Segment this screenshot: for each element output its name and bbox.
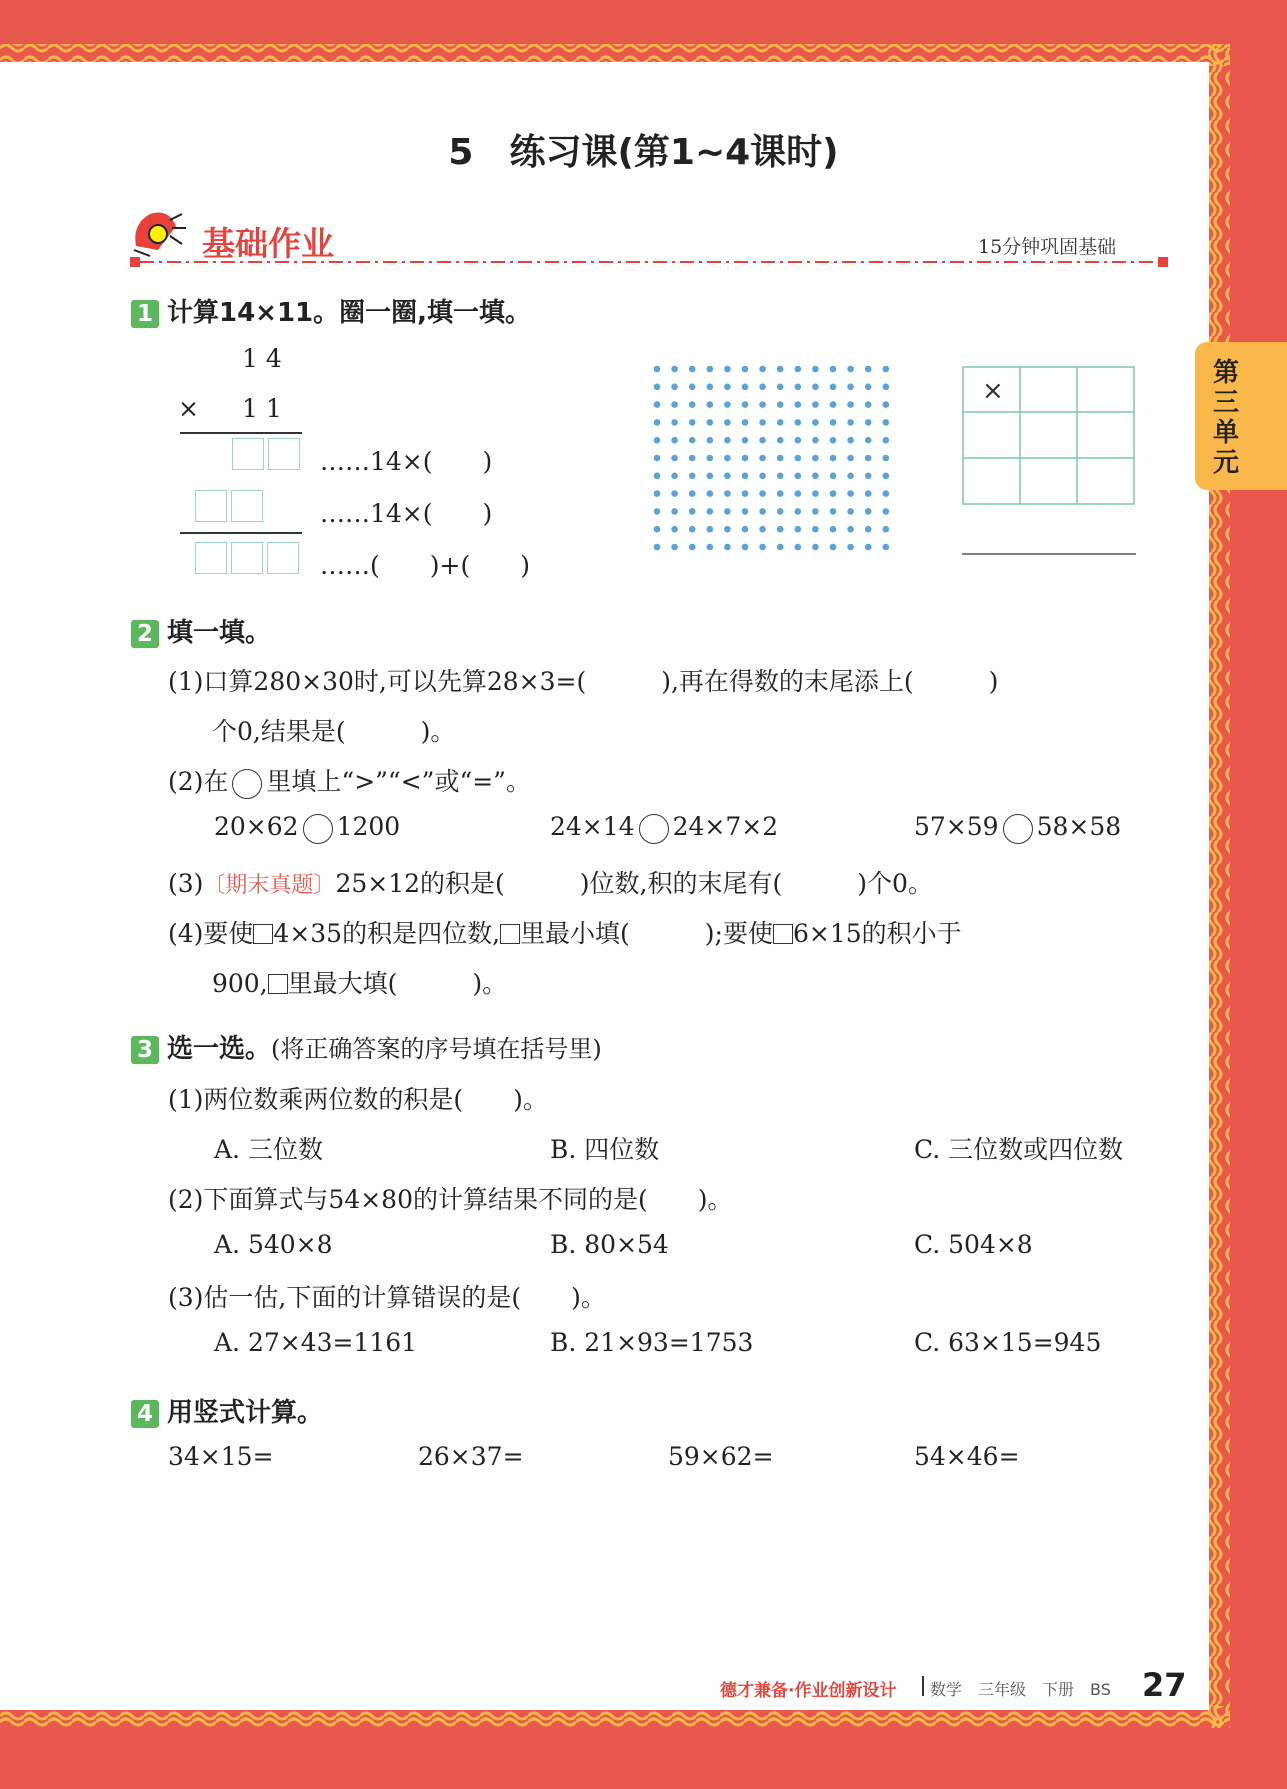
dot xyxy=(707,437,714,444)
dot xyxy=(812,455,819,462)
dot xyxy=(759,384,766,391)
dot xyxy=(847,401,854,408)
dot xyxy=(724,437,731,444)
dot xyxy=(724,508,731,515)
dot xyxy=(795,366,802,373)
bell-icon xyxy=(128,206,188,258)
q2-p2 xyxy=(168,762,531,799)
dot xyxy=(883,437,890,444)
dot xyxy=(707,490,714,497)
dot xyxy=(689,490,696,497)
blank-square xyxy=(500,924,520,944)
dot xyxy=(847,455,854,462)
dot xyxy=(689,437,696,444)
q1-row3-boxes xyxy=(195,542,303,574)
dot xyxy=(830,526,837,533)
dot xyxy=(812,419,819,426)
unit-tab xyxy=(1195,342,1287,490)
compare-circle[interactable] xyxy=(1003,814,1033,844)
dot xyxy=(883,526,890,533)
dot xyxy=(865,526,872,533)
dot xyxy=(742,366,749,373)
dot xyxy=(865,544,872,551)
blank-square xyxy=(268,974,288,994)
dot xyxy=(759,526,766,533)
q2-p4-c: 里最小填( );要使 xyxy=(520,919,773,948)
q3-note: (将正确答案的序号填在括号里) xyxy=(271,1035,602,1063)
dot xyxy=(724,419,731,426)
dot xyxy=(812,526,819,533)
dot xyxy=(724,544,731,551)
dot xyxy=(759,508,766,515)
dot xyxy=(830,473,837,480)
q2-p4-line2 xyxy=(212,964,507,1000)
dot xyxy=(795,508,802,515)
dot xyxy=(865,455,872,462)
dot xyxy=(830,366,837,373)
dot xyxy=(847,437,854,444)
dot xyxy=(865,419,872,426)
dot xyxy=(742,490,749,497)
dot xyxy=(689,508,696,515)
dot xyxy=(654,384,661,391)
dot xyxy=(759,366,766,373)
dot xyxy=(759,437,766,444)
q2-heading xyxy=(131,612,271,649)
dot xyxy=(707,455,714,462)
dot xyxy=(865,437,872,444)
dot xyxy=(707,508,714,515)
q3-item1-option-b[interactable]: B. 四位数 xyxy=(550,1135,660,1164)
q3-item2-option-a[interactable]: A. 540×8 xyxy=(214,1230,333,1259)
dot xyxy=(812,401,819,408)
dot xyxy=(671,366,678,373)
q2-number: 2 xyxy=(131,620,159,648)
answer-box[interactable] xyxy=(195,490,227,522)
dot xyxy=(812,544,819,551)
dot xyxy=(742,384,749,391)
q1-row1-boxes xyxy=(232,438,304,470)
q2-p4-b: 4×35的积是四位数, xyxy=(273,919,501,948)
cmp-item-1 xyxy=(214,812,400,844)
q2-p2-pre: (2)在 xyxy=(168,767,229,796)
dot xyxy=(795,473,802,480)
dot xyxy=(883,473,890,480)
q2-text: 填一填。 xyxy=(167,618,272,648)
answer-box[interactable] xyxy=(231,542,263,574)
dot xyxy=(759,419,766,426)
dot xyxy=(865,473,872,480)
section-label: 基础作业 xyxy=(202,224,334,263)
dot xyxy=(742,526,749,533)
q2-p1-line1: (1)口算280×30时,可以先算28×3=( ),再在得数的末尾添上( ) xyxy=(168,667,999,696)
page-number: 27 xyxy=(1142,1666,1187,1704)
exam-tag: 〔期末真题〕 xyxy=(203,873,336,898)
compare-circle[interactable] xyxy=(303,814,333,844)
dot xyxy=(724,401,731,408)
footer-info: 数学 三年级 下册 BS xyxy=(930,1680,1111,1699)
dot xyxy=(847,490,854,497)
dot xyxy=(671,490,678,497)
q2-p4-line2-a: 900, xyxy=(212,969,268,998)
q4-item-2: 26×37= xyxy=(418,1442,524,1471)
dot xyxy=(812,508,819,515)
dot xyxy=(671,473,678,480)
dot xyxy=(883,419,890,426)
q3-item1-option-c[interactable]: C. 三位数或四位数 xyxy=(914,1135,1124,1164)
dot xyxy=(742,544,749,551)
q3-text: 选一选。 xyxy=(167,1034,272,1064)
dot xyxy=(742,437,749,444)
dot xyxy=(830,544,837,551)
dot xyxy=(812,490,819,497)
dot xyxy=(883,490,890,497)
multiplication-grid[interactable] xyxy=(962,366,1136,558)
dot xyxy=(830,384,837,391)
compare-circle[interactable] xyxy=(639,814,669,844)
cmp-left: 24×14 xyxy=(550,812,635,841)
grid-times-sign: × xyxy=(982,376,1004,406)
footer-divider xyxy=(922,1676,924,1696)
dot xyxy=(654,401,661,408)
q2-p1-line2: 个0,结果是( )。 xyxy=(212,717,456,746)
dot xyxy=(795,455,802,462)
q1-rule-1 xyxy=(180,432,302,434)
q2-p3 xyxy=(168,864,933,900)
dot xyxy=(777,544,784,551)
answer-box[interactable] xyxy=(232,438,264,470)
dot xyxy=(777,473,784,480)
dot xyxy=(654,473,661,480)
dot xyxy=(777,437,784,444)
dot xyxy=(795,437,802,444)
compare-circle xyxy=(232,769,262,799)
dot xyxy=(707,419,714,426)
dot xyxy=(847,544,854,551)
unit-tab-label: 第三单元 xyxy=(1212,358,1239,478)
dot xyxy=(777,419,784,426)
dot xyxy=(671,526,678,533)
dot xyxy=(689,455,696,462)
dot xyxy=(830,419,837,426)
dot xyxy=(759,544,766,551)
dot-array[interactable] xyxy=(652,364,902,556)
dot xyxy=(654,437,661,444)
dot xyxy=(883,544,890,551)
q4-item-3: 59×62= xyxy=(668,1442,774,1471)
dot xyxy=(883,366,890,373)
dot xyxy=(865,366,872,373)
dot xyxy=(830,508,837,515)
dot xyxy=(724,366,731,373)
cmp-right: 58×58 xyxy=(1036,812,1122,841)
dot xyxy=(759,473,766,480)
dot xyxy=(759,455,766,462)
dot xyxy=(830,401,837,408)
q1-rule-2 xyxy=(180,532,302,534)
dot xyxy=(795,384,802,391)
dot xyxy=(671,419,678,426)
dot xyxy=(759,490,766,497)
dot xyxy=(777,508,784,515)
q1-row3-hint: ……( )+( ) xyxy=(320,551,530,580)
dot xyxy=(707,366,714,373)
dot xyxy=(830,490,837,497)
q4-text: 用竖式计算。 xyxy=(167,1398,324,1428)
dot xyxy=(707,544,714,551)
dot xyxy=(689,419,696,426)
dot xyxy=(883,455,890,462)
q3-item1-stem: (1)两位数乘两位数的积是( )。 xyxy=(168,1085,548,1114)
q3-heading xyxy=(131,1028,602,1065)
dot xyxy=(865,490,872,497)
dot xyxy=(777,384,784,391)
dot xyxy=(795,526,802,533)
dot xyxy=(654,490,661,497)
q4-number: 4 xyxy=(131,1400,159,1428)
q3-item2-stem: (2)下面算式与54×80的计算结果不同的是( )。 xyxy=(168,1185,733,1214)
dot xyxy=(795,401,802,408)
dot xyxy=(654,508,661,515)
q2-p3-pre: (3) xyxy=(168,869,204,898)
dot xyxy=(865,384,872,391)
dot xyxy=(707,384,714,391)
dot xyxy=(795,490,802,497)
dot xyxy=(654,419,661,426)
dot xyxy=(865,401,872,408)
q2-p4-a: (4)要使 xyxy=(168,919,254,948)
q2-p4-line1 xyxy=(168,914,962,950)
q1-row2-hint: ……14×( ) xyxy=(320,499,493,528)
dot xyxy=(724,384,731,391)
q3-item3-option-a[interactable]: A. 27×43=1161 xyxy=(214,1328,418,1357)
section-subtitle: 15分钟巩固基础 xyxy=(978,236,1117,258)
dot xyxy=(689,526,696,533)
dot xyxy=(707,526,714,533)
dot xyxy=(742,419,749,426)
answer-box[interactable] xyxy=(231,490,263,522)
dot xyxy=(707,473,714,480)
dot xyxy=(795,544,802,551)
dot xyxy=(724,526,731,533)
answer-box[interactable] xyxy=(195,542,227,574)
dot xyxy=(671,508,678,515)
dot xyxy=(724,490,731,497)
dot xyxy=(654,526,661,533)
q4-item-4: 54×46= xyxy=(914,1442,1020,1471)
dot xyxy=(795,419,802,426)
cmp-right: 24×7×2 xyxy=(672,812,779,841)
dot xyxy=(724,473,731,480)
dot xyxy=(883,508,890,515)
dot xyxy=(654,455,661,462)
q2-p4-line2-b: 里最大填( )。 xyxy=(287,969,508,998)
dot xyxy=(847,419,854,426)
dot xyxy=(654,544,661,551)
q2-p4-d: 6×15的积小于 xyxy=(792,919,962,948)
q1-top-operand: 1 4 xyxy=(242,344,282,373)
dot xyxy=(724,455,731,462)
dot xyxy=(812,473,819,480)
dot xyxy=(847,384,854,391)
q3-number: 3 xyxy=(131,1036,159,1064)
dot xyxy=(777,490,784,497)
dot xyxy=(777,366,784,373)
dot xyxy=(671,544,678,551)
q1-row1-hint: ……14×( ) xyxy=(320,447,493,476)
q4-item-1: 34×15= xyxy=(168,1442,274,1471)
dot xyxy=(812,384,819,391)
q1-row2-boxes xyxy=(195,490,267,522)
cmp-item-2 xyxy=(550,812,778,844)
dot xyxy=(883,401,890,408)
footer-brand: 德才兼备·作业创新设计 xyxy=(720,1681,897,1701)
q2-p3-post: 25×12的积是( )位数,积的末尾有( )个0。 xyxy=(335,869,933,898)
dot xyxy=(742,401,749,408)
q3-item2-option-c[interactable]: C. 504×8 xyxy=(914,1230,1033,1259)
dot xyxy=(671,384,678,391)
section-divider xyxy=(130,256,1170,268)
dot xyxy=(830,455,837,462)
q3-item3-option-c[interactable]: C. 63×15=945 xyxy=(914,1328,1102,1357)
dot xyxy=(777,526,784,533)
dot xyxy=(759,401,766,408)
q1-heading xyxy=(131,292,531,329)
dot xyxy=(742,455,749,462)
dot xyxy=(689,544,696,551)
dot xyxy=(689,401,696,408)
q1-number: 1 xyxy=(131,300,159,328)
dot xyxy=(671,401,678,408)
q3-item2-option-b[interactable]: B. 80×54 xyxy=(550,1230,669,1259)
dot xyxy=(777,455,784,462)
dot xyxy=(847,508,854,515)
dot xyxy=(883,384,890,391)
dot xyxy=(847,473,854,480)
answer-box[interactable] xyxy=(267,542,299,574)
q3-item1-option-a[interactable]: A. 三位数 xyxy=(214,1135,323,1164)
q3-item3-option-b[interactable]: B. 21×93=1753 xyxy=(550,1328,754,1357)
cmp-left: 20×62 xyxy=(214,812,299,841)
blank-square xyxy=(253,924,273,944)
q4-heading xyxy=(131,1392,323,1429)
dot xyxy=(812,437,819,444)
q1-multiplier: 1 1 xyxy=(242,394,282,423)
cmp-left: 57×59 xyxy=(914,812,999,841)
dot xyxy=(812,366,819,373)
dot xyxy=(847,366,854,373)
dot xyxy=(671,437,678,444)
page-title: 5 练习课(第1~4课时) xyxy=(448,132,839,173)
dot xyxy=(865,508,872,515)
q2-p2-post: 里填上“>”“<”或“=”。 xyxy=(266,767,531,796)
dot xyxy=(830,437,837,444)
dot xyxy=(742,473,749,480)
cmp-item-3 xyxy=(914,812,1121,844)
blank-square xyxy=(773,924,793,944)
dot xyxy=(654,366,661,373)
dot xyxy=(689,366,696,373)
dot xyxy=(689,473,696,480)
dot xyxy=(707,401,714,408)
dot xyxy=(689,384,696,391)
q3-item3-stem: (3)估一估,下面的计算错误的是( )。 xyxy=(168,1283,606,1312)
dot xyxy=(742,508,749,515)
dot xyxy=(847,526,854,533)
dot xyxy=(671,455,678,462)
q1-text: 计算14×11。圈一圈,填一填。 xyxy=(167,298,532,328)
q1-times-sign: × xyxy=(178,394,199,423)
dot xyxy=(777,401,784,408)
answer-box[interactable] xyxy=(268,438,300,470)
cmp-right: 1200 xyxy=(336,812,401,841)
